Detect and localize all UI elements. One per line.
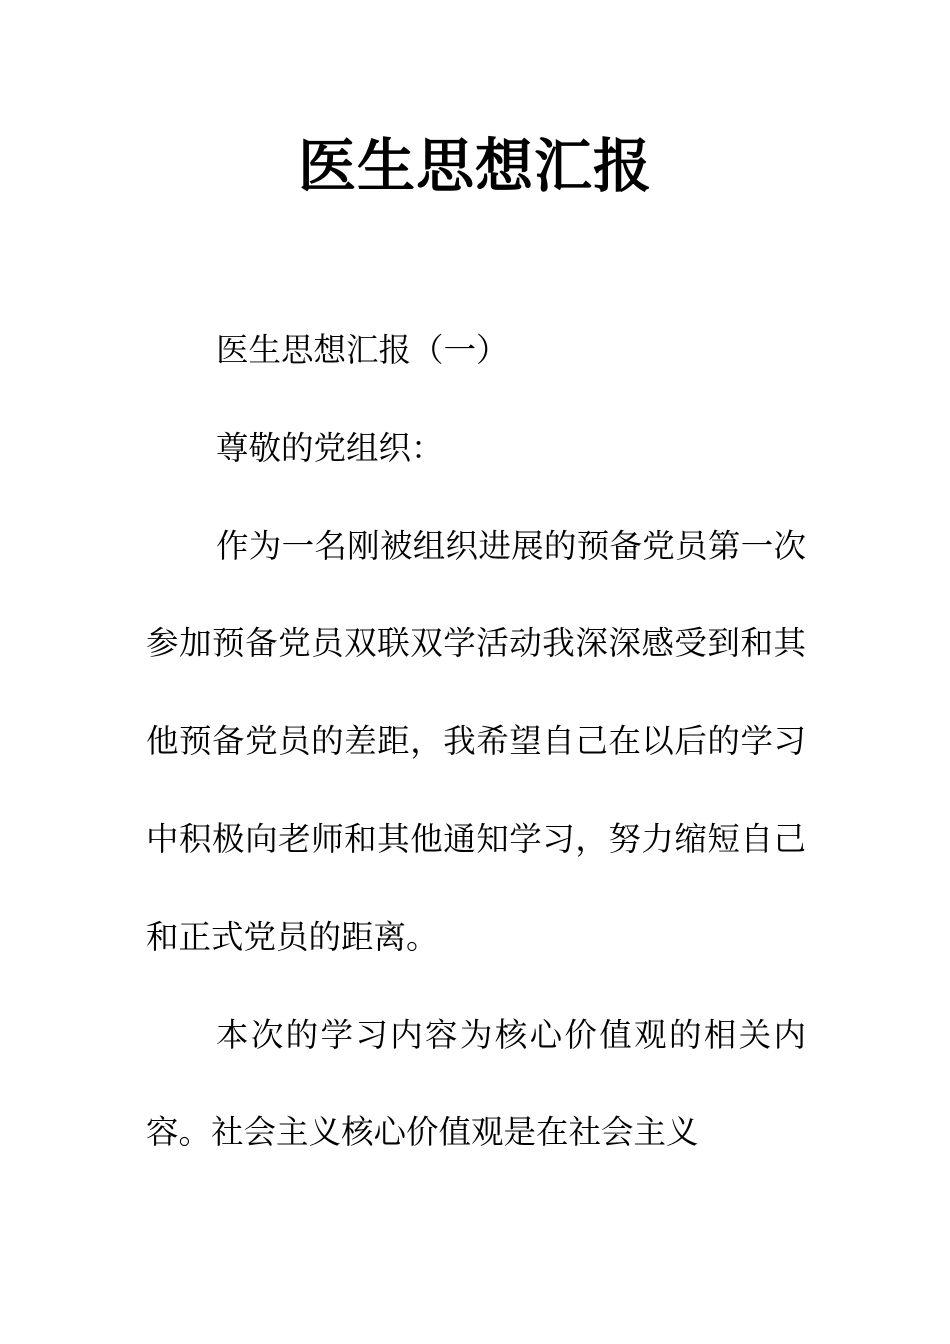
body-paragraph: 本次的学习内容为核心价值观的相关内容。社会主义核心价值观是在社会主义 — [146, 1015, 806, 1152]
document-body — [146, 302, 806, 1182]
section-heading: 医生思想汇报（一） — [216, 331, 509, 369]
body-paragraph: 作为一名刚被组织进展的预备党员第一次参加预备党员双联双学活动我深深感受到和其他预备党员的差距，我希望自己在以后的学习中积极向老师和其他通知学习，努力缩短自己和正式党员的距离。 — [146, 526, 806, 956]
document-title: 医生思想汇报 — [297, 132, 652, 200]
salutation: 尊敬的党组织： — [216, 428, 444, 467]
